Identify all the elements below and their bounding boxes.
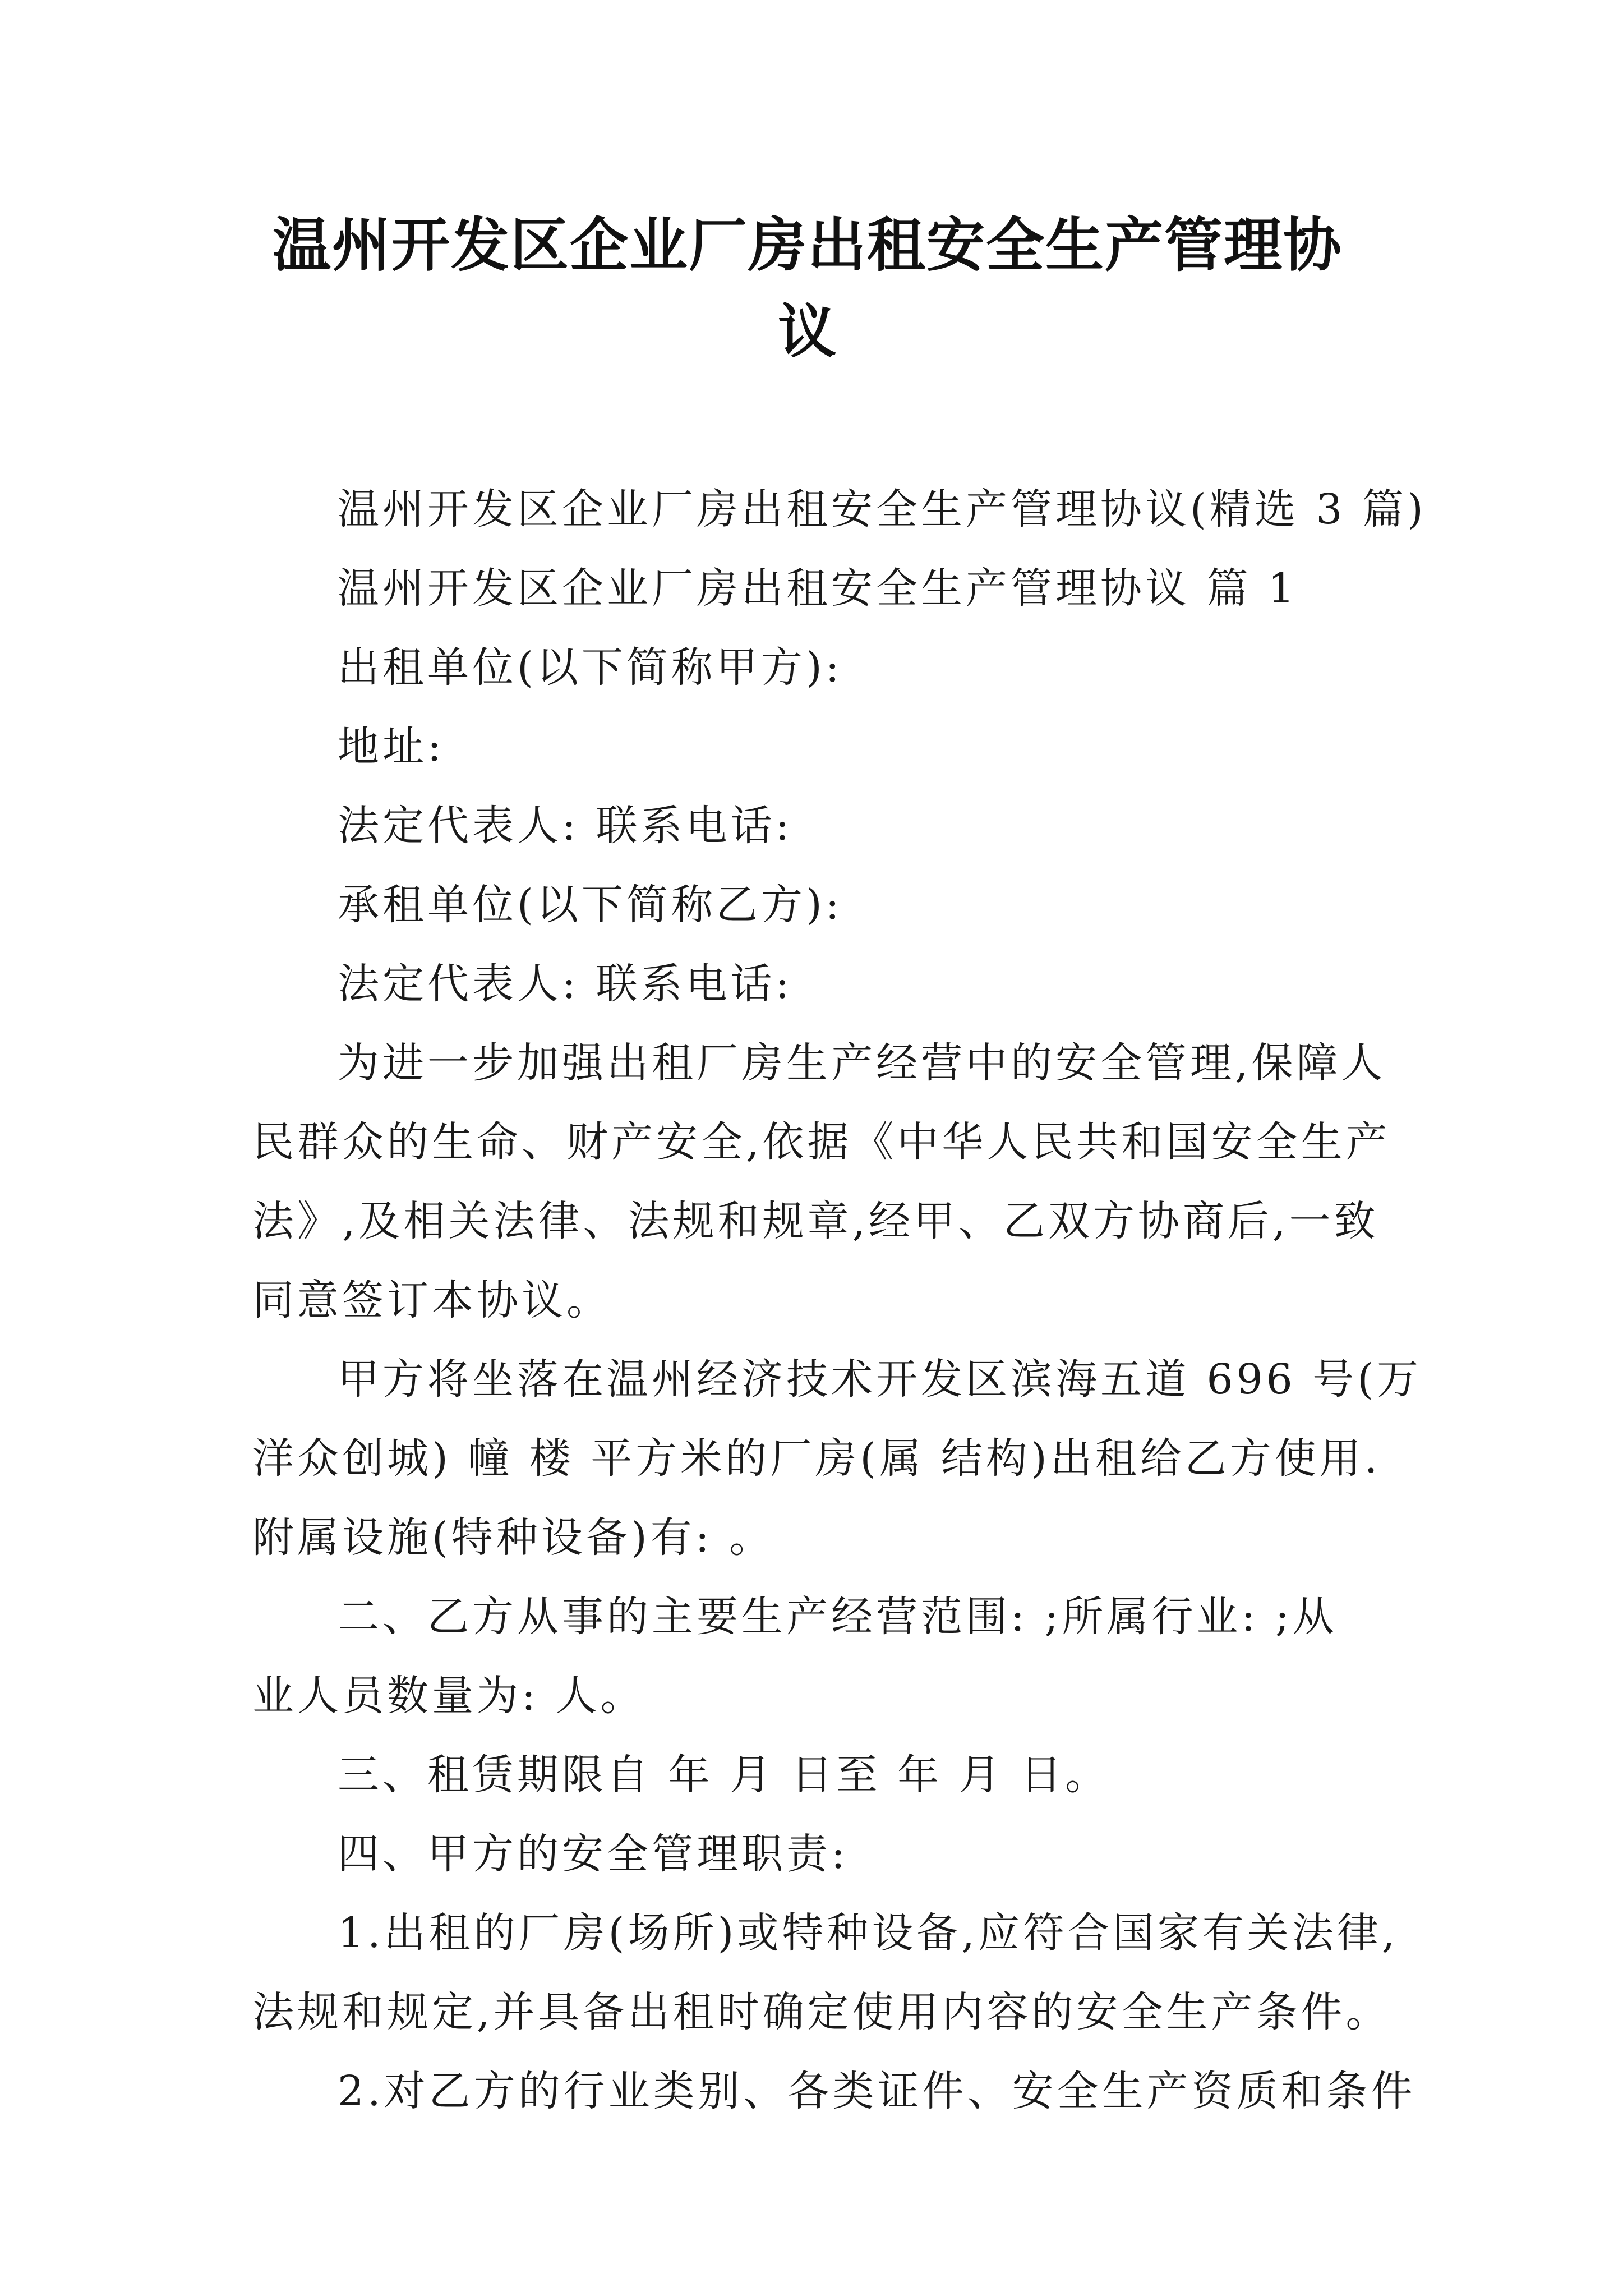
title-line-1: 温州开发区企业厂房出租安全生产管理协 [272, 211, 1343, 279]
text-line: 出租单位(以下简称甲方): [338, 643, 843, 692]
text-line: 地址: [338, 723, 445, 771]
title-line-2: 议 [777, 297, 837, 366]
text-line: 三、租赁期限自 年 月 日至 年 月 日。 [338, 1751, 1110, 1799]
text-line: 承租单位(以下简称乙方): [338, 881, 843, 929]
text-line: 法定代表人: 联系电话: [338, 960, 793, 1008]
text-line: 法》,及相关法律、法规和规章,经甲、乙双方协商后,一致 [252, 1197, 1379, 1245]
text-line: 洋众创城) 幢 楼 平方米的厂房(属 结构)出租给乙方使用. [252, 1434, 1381, 1483]
document-title [247, 202, 1368, 375]
text-line: 法规和规定,并具备出租时确定使用内容的安全生产条件。 [252, 1988, 1391, 2036]
text-line: 业人员数量为: 人。 [252, 1672, 645, 1720]
text-line: 1.出租的厂房(场所)或特种设备,应符合国家有关法律, [338, 1909, 1399, 1957]
text-line: 民群众的生命、财产安全,依据《中华人民共和国安全生产 [252, 1118, 1391, 1166]
text-line: 二、乙方从事的主要生产经营范围: ;所属行业: ;从 [338, 1593, 1338, 1641]
text-line: 附属设施(特种设备)有: 。 [252, 1513, 774, 1562]
text-line: 法定代表人: 联系电话: [338, 802, 793, 850]
text-line: 甲方将坐落在温州经济技术开发区滨海五道 696 号(万 [338, 1355, 1422, 1404]
subtitle-line: 温州开发区企业厂房出租安全生产管理协议(精选 3 篇) [338, 485, 1427, 533]
text-line: 同意签订本协议。 [252, 1276, 611, 1324]
section-heading: 温州开发区企业厂房出租安全生产管理协议 篇 1 [338, 564, 1298, 613]
text-line: 为进一步加强出租厂房生产经营中的安全管理,保障人 [338, 1039, 1386, 1087]
text-line: 2.对乙方的行业类别、各类证件、安全生产资质和条件 [338, 2067, 1416, 2115]
text-line: 四、甲方的安全管理职责: [338, 1830, 849, 1878]
document-body [252, 470, 1427, 2131]
